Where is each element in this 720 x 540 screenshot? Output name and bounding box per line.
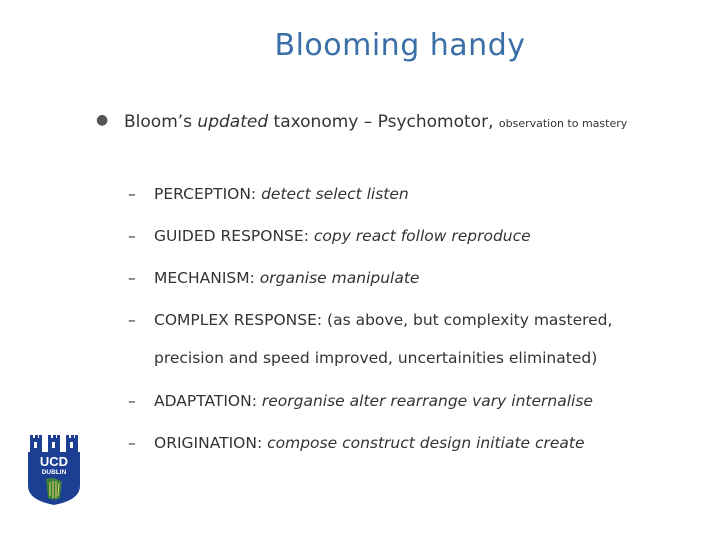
sub-item-mechanism	[128, 269, 419, 287]
sub-item-label: ORIGINATION:	[154, 434, 268, 452]
dash: –	[128, 392, 136, 410]
bullet-emphasis: updated	[197, 112, 269, 132]
sub-item-verbs: reorganise alter rearrange vary internalise	[261, 392, 593, 410]
sub-item-label: PERCEPTION:	[154, 185, 262, 203]
dash: –	[128, 269, 136, 287]
sub-item-verbs: compose construct design initiate create	[267, 434, 585, 452]
bullet-dot-icon: ●	[96, 112, 109, 128]
sub-item-label: GUIDED RESPONSE:	[154, 227, 314, 245]
sub-item-perception	[128, 185, 409, 203]
sub-item-verbs: organise manipulate	[259, 269, 420, 287]
sub-item-description: (as above, but complexity mastered,	[327, 311, 613, 329]
bullet-small: observation to mastery	[498, 117, 628, 130]
logo-text-ucd: UCD	[39, 454, 69, 469]
sub-item-verbs: detect select listen	[261, 185, 409, 203]
ucd-logo	[27, 432, 81, 506]
sub-item-complex-response	[128, 311, 612, 329]
sub-item-complex-response-continued: precision and speed improved, uncertainities eliminated)	[154, 349, 598, 367]
bullet-text	[124, 112, 627, 132]
sub-item-adaptation	[128, 392, 593, 410]
sub-item-origination	[128, 434, 585, 452]
sub-item-label: ADAPTATION:	[154, 392, 262, 410]
dash: –	[128, 227, 136, 245]
bullet-prefix: Bloom’s	[124, 112, 198, 132]
dash: –	[128, 185, 136, 203]
logo-text-dublin: DUBLIN	[41, 469, 67, 476]
sub-item-label: MECHANISM:	[154, 269, 260, 287]
slide-title: Blooming handy	[274, 28, 526, 63]
dash: –	[128, 434, 136, 452]
sub-item-label: COMPLEX RESPONSE:	[154, 311, 328, 329]
bullet-main: taxonomy – Psychomotor,	[268, 112, 499, 132]
dash: –	[128, 311, 136, 329]
sub-item-verbs: copy react follow reproduce	[313, 227, 531, 245]
sub-item-guided-response	[128, 227, 531, 245]
